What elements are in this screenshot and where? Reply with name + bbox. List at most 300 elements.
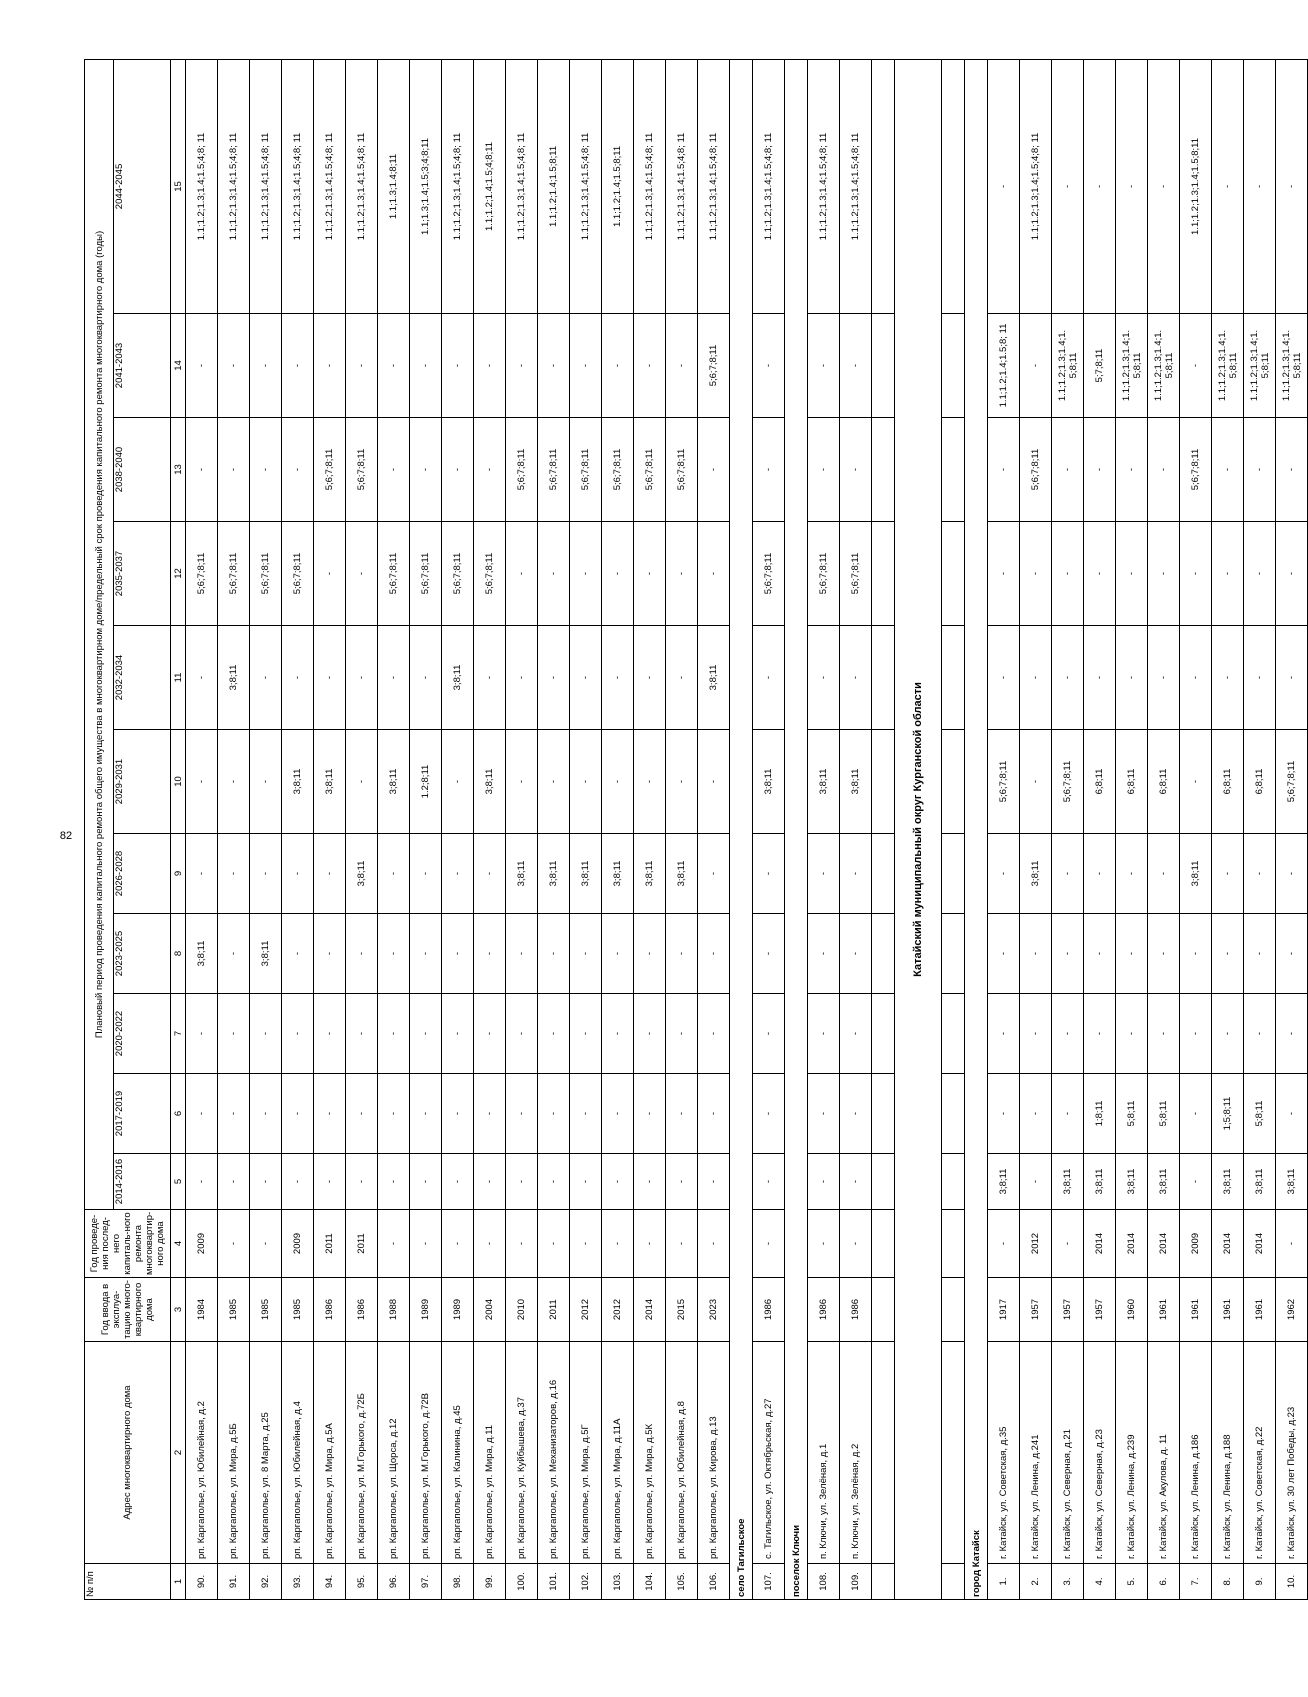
table-cell: 1.1;1.2;1.3;1.4;1.5;4;8; 11 (442, 59, 474, 313)
table-cell: - (808, 1154, 840, 1210)
table-row (1084, 59, 1116, 1599)
table-cell: - (1052, 418, 1084, 522)
table-cell: 2014 (1212, 1210, 1244, 1278)
table-cell: 1.1;1.3;1.4;8;11 (378, 59, 410, 313)
table-row (698, 59, 730, 1599)
table-cell: 5;6;7;8;11 (988, 730, 1020, 834)
table-cell: 2014 (634, 1278, 666, 1342)
table-cell: - (1276, 522, 1308, 626)
address-cell: рп. Каргаполье, ул. Мира, д.11А (602, 1342, 634, 1564)
table-cell: - (506, 314, 538, 418)
table-cell: - (1116, 59, 1148, 313)
table-cell: - (346, 730, 378, 834)
address-cell: г. Катайск, ул. Ленина, д.239 (1116, 1342, 1148, 1564)
header-address: Адрес многоквартирного дома (85, 1342, 171, 1564)
table-cell: - (314, 626, 346, 730)
row-number: 94. (314, 1564, 346, 1600)
table-cell: 2014 (1244, 1210, 1276, 1278)
table-cell: 1917 (988, 1278, 1020, 1342)
table-cell: - (1020, 994, 1052, 1074)
table-cell: 1.1;1.2;1.3;1.4;1. 5;8;11 (1276, 314, 1308, 418)
table-cell: - (282, 914, 314, 994)
empty-cell (942, 522, 965, 626)
table-cell: - (410, 626, 442, 730)
table-cell: - (808, 626, 840, 730)
table-cell: 1957 (1084, 1278, 1116, 1342)
table-cell: 3;8;11 (474, 730, 506, 834)
table-cell: - (282, 1074, 314, 1154)
table-cell: 1.1;1.2;1.3;1.4;1.5;8;11 (1180, 59, 1212, 313)
table-cell: 3;8;11 (1244, 1154, 1276, 1210)
table-row (346, 59, 378, 1599)
table-cell: 5;6;7;8;11 (410, 522, 442, 626)
table-cell: - (378, 994, 410, 1074)
table-cell: 5;6;7;8;11 (474, 522, 506, 626)
table-cell: 3;8;11 (538, 834, 570, 914)
table-cell: - (666, 730, 698, 834)
row-number: 5. (1116, 1564, 1148, 1600)
row-number: 95. (346, 1564, 378, 1600)
row-number: 3. (1052, 1564, 1084, 1600)
table-cell: - (1180, 1154, 1212, 1210)
table-row (1244, 59, 1276, 1599)
address-cell: г. Катайск, ул. Ленина, д.186 (1180, 1342, 1212, 1564)
table-cell: 2011 (538, 1278, 570, 1342)
address-cell: г. Катайск, ул. 30 лет Победы, д.23 (1276, 1342, 1308, 1564)
table-cell: 5;6;7;8;11 (570, 418, 602, 522)
table-cell: 5;6;7;8;11 (808, 522, 840, 626)
table-cell: - (1052, 834, 1084, 914)
header-planned-period: Плановый период проведения капитального ремонта общего имущества в многоквартирном доме/предельный срок проведения капитального ремонта многоквартирного дома (годы) (85, 59, 114, 1209)
table-cell: 2011 (346, 1210, 378, 1278)
empty-cell (872, 1278, 895, 1342)
empty-cell (872, 994, 895, 1074)
row-number: 91. (218, 1564, 250, 1600)
table-cell: 1.1;1.2;1.4;1.5;4;8;11 (474, 59, 506, 313)
table-cell: - (988, 59, 1020, 313)
row-number: 7. (1180, 1564, 1212, 1600)
table-cell: 1.1;1.2;1.3;1.4;1. 5;8;11 (1116, 314, 1148, 418)
table-cell: - (840, 1154, 872, 1210)
empty-cell (872, 1074, 895, 1154)
table-cell: - (570, 994, 602, 1074)
table-cell: 3;8;11 (1212, 1154, 1244, 1210)
table-cell: 5;6;7;8;11 (378, 522, 410, 626)
table-cell: - (1020, 626, 1052, 730)
table-cell: 5;6;7;8;11 (314, 418, 346, 522)
table-cell: - (250, 626, 282, 730)
row-number: 9. (1244, 1564, 1276, 1600)
table-cell: - (1116, 522, 1148, 626)
table-cell: - (1212, 59, 1244, 313)
table-cell: - (1020, 1154, 1052, 1210)
empty-cell (872, 1210, 895, 1278)
table-cell: - (666, 314, 698, 418)
table-cell: - (753, 418, 785, 522)
table-cell: - (1052, 59, 1084, 313)
table-cell: - (1148, 994, 1180, 1074)
table-cell: - (218, 914, 250, 994)
table-body (171, 59, 1308, 1599)
table-row (506, 59, 538, 1599)
table-cell: 1986 (346, 1278, 378, 1342)
blank-row (942, 59, 965, 1599)
table-cell: 3;8;11 (506, 834, 538, 914)
table-cell: - (840, 994, 872, 1074)
district-row (895, 59, 942, 1599)
table-cell: - (1052, 626, 1084, 730)
header-period: 2032-2034 (114, 626, 171, 730)
table-cell: - (1244, 522, 1276, 626)
table-cell: - (988, 994, 1020, 1074)
table-row (666, 59, 698, 1599)
table-cell: - (218, 1210, 250, 1278)
table-cell: - (538, 914, 570, 994)
table-cell: 6;8;11 (1116, 730, 1148, 834)
table-cell: 2014 (1116, 1210, 1148, 1278)
table-cell: 5;7;8;11 (1084, 314, 1116, 418)
table-cell: 2009 (1180, 1210, 1212, 1278)
table-cell: - (570, 626, 602, 730)
table-cell: - (1084, 626, 1116, 730)
column-number: 7 (171, 994, 186, 1074)
empty-cell (872, 834, 895, 914)
table-cell: 2004 (474, 1278, 506, 1342)
table-cell: - (840, 1074, 872, 1154)
table-cell: 1.1;1.2;1.3;1.4;1.5;4;8; 11 (840, 59, 872, 313)
table-cell: 3;8;11 (1180, 834, 1212, 914)
table-cell: - (1020, 730, 1052, 834)
table-cell: - (442, 994, 474, 1074)
empty-cell (872, 626, 895, 730)
row-number: 8. (1212, 1564, 1244, 1600)
table-cell: - (988, 418, 1020, 522)
table-cell: - (1052, 914, 1084, 994)
table-cell: - (1052, 1210, 1084, 1278)
table-cell: - (538, 314, 570, 418)
table-cell: - (378, 914, 410, 994)
table-cell: 3;8;11 (1148, 1154, 1180, 1210)
row-number: 104. (634, 1564, 666, 1600)
table-cell: - (1020, 914, 1052, 994)
address-cell: г. Катайск, ул. Ленина, д.241 (1020, 1342, 1052, 1564)
empty-cell (872, 418, 895, 522)
table-cell: 1.1;1.2;1.4;1.5;8; 11 (988, 314, 1020, 418)
table-cell: - (570, 1074, 602, 1154)
column-number: 1 (171, 1564, 186, 1600)
table-cell: - (410, 914, 442, 994)
table-cell: - (698, 522, 730, 626)
table-cell: - (314, 994, 346, 1074)
table-cell: 3;8;11 (1084, 1154, 1116, 1210)
row-number: 6. (1148, 1564, 1180, 1600)
table-cell: - (698, 914, 730, 994)
table-cell: - (538, 626, 570, 730)
table-cell: - (1052, 994, 1084, 1074)
table-cell: 1961 (1244, 1278, 1276, 1342)
table-cell: 3;8;11 (282, 730, 314, 834)
table-cell: 1.1;1.3;1.4;1.5;3;4;8;11 (410, 59, 442, 313)
table-cell: - (1212, 626, 1244, 730)
table-cell: - (1244, 418, 1276, 522)
table-cell: - (186, 626, 218, 730)
table-row (1052, 59, 1084, 1599)
table-cell: 5;6;7;8;11 (538, 418, 570, 522)
table-cell: 5;6;7;8;11 (442, 522, 474, 626)
table-cell: 5;6;7;8;11 (250, 522, 282, 626)
table-cell: - (250, 730, 282, 834)
table-cell: - (1084, 994, 1116, 1074)
table-cell: - (1180, 914, 1212, 994)
table-cell: - (346, 914, 378, 994)
empty-cell (942, 1342, 965, 1564)
table-cell: - (314, 914, 346, 994)
table-cell: - (602, 626, 634, 730)
empty-cell (942, 1278, 965, 1342)
table-cell: 5;6;7;8;11 (840, 522, 872, 626)
table-row (378, 59, 410, 1599)
table-cell: 5;6;7;8;11 (346, 418, 378, 522)
table-cell: 1984 (186, 1278, 218, 1342)
table-cell: - (250, 1154, 282, 1210)
table-cell: - (666, 1154, 698, 1210)
table-cell: 5;6;7;8;11 (282, 522, 314, 626)
table-row (808, 59, 840, 1599)
table-cell: 5;6;7;8;11 (1020, 418, 1052, 522)
row-number: 1. (988, 1564, 1020, 1600)
table-cell: 1962 (1276, 1278, 1308, 1342)
table-cell: - (378, 1074, 410, 1154)
table-cell: - (442, 1074, 474, 1154)
table-cell: 1.1;1.2;1.3;1.4;1.5;4;8; 11 (753, 59, 785, 313)
table-cell: - (602, 314, 634, 418)
table-cell: - (346, 314, 378, 418)
table-cell: - (570, 914, 602, 994)
table-cell: 3;8;11 (314, 730, 346, 834)
table-cell: 1.1;1.2;1.3;1.4;1.5;4;8; 11 (250, 59, 282, 313)
table-row (1020, 59, 1052, 1599)
table-cell: - (1084, 522, 1116, 626)
column-number: 9 (171, 834, 186, 914)
column-number: 14 (171, 314, 186, 418)
table-cell: - (1180, 730, 1212, 834)
table-cell: 1957 (1020, 1278, 1052, 1342)
table-cell: - (753, 834, 785, 914)
table-cell: 3;8;11 (753, 730, 785, 834)
table-cell: - (506, 522, 538, 626)
table-cell: 6;8;11 (1084, 730, 1116, 834)
header-period: 2044-2045 (114, 59, 171, 313)
table-cell: - (506, 994, 538, 1074)
table-cell: 1961 (1180, 1278, 1212, 1342)
address-cell: рп. Каргаполье, ул. Механизаторов, д.16 (538, 1342, 570, 1564)
address-cell: п. Ключи, ул. Зелёная, д.2 (840, 1342, 872, 1564)
address-cell: г. Катайск, ул. Северная, д.21 (1052, 1342, 1084, 1564)
table-cell: - (634, 1074, 666, 1154)
address-cell: рп. Каргаполье, ул. Юбилейная, д.8 (666, 1342, 698, 1564)
section-row (785, 59, 808, 1599)
table-cell: - (840, 314, 872, 418)
table-row (282, 59, 314, 1599)
table-cell: - (1020, 314, 1052, 418)
empty-cell (942, 1154, 965, 1210)
table-cell: 5;6;7;8;11 (698, 314, 730, 418)
table-cell: - (474, 1154, 506, 1210)
table-cell: 1.1;1.2;1.3;1.4;1.5;4;8; 11 (666, 59, 698, 313)
table-cell: 3;8;11 (1020, 834, 1052, 914)
table-cell: 5;6;7;8;11 (186, 522, 218, 626)
address-cell: рп. Каргаполье, ул. Калинина, д.45 (442, 1342, 474, 1564)
table-cell: 1.1;1.2;1.3;1.4;1.5;4;8; 11 (1020, 59, 1052, 313)
table-cell: - (753, 994, 785, 1074)
address-cell: рп. Каргаполье, ул. Мира, д.11 (474, 1342, 506, 1564)
table-cell: - (218, 1074, 250, 1154)
table-cell: - (474, 1074, 506, 1154)
table-cell: - (1116, 626, 1148, 730)
table-cell: 2012 (1020, 1210, 1052, 1278)
section-row (730, 59, 753, 1599)
table-cell: - (602, 730, 634, 834)
column-numbers-row (171, 59, 186, 1599)
header-period: 2029-2031 (114, 730, 171, 834)
table-cell: - (474, 314, 506, 418)
table-cell: - (1148, 522, 1180, 626)
table-cell: 1986 (808, 1278, 840, 1342)
table-cell: - (988, 1074, 1020, 1154)
table-cell: - (1276, 914, 1308, 994)
table-cell: - (538, 1154, 570, 1210)
table-cell: - (250, 1074, 282, 1154)
table-cell: - (1276, 1074, 1308, 1154)
table-cell: - (1020, 1074, 1052, 1154)
table-cell: 3;8;11 (698, 626, 730, 730)
table-cell: 1.1;1.2;1.4;1.5;8;11 (602, 59, 634, 313)
empty-cell (942, 730, 965, 834)
table-cell: 1;5;8;11 (1212, 1074, 1244, 1154)
table-cell: 1.1;1.2;1.3;1.4;1.5;4;8; 11 (634, 59, 666, 313)
empty-cell (942, 314, 965, 418)
row-number: 97. (410, 1564, 442, 1600)
table-row (634, 59, 666, 1599)
empty-cell (872, 914, 895, 994)
empty-cell (872, 59, 895, 313)
table-row (1180, 59, 1212, 1599)
table-cell: - (840, 1210, 872, 1278)
table-cell: - (1212, 994, 1244, 1074)
header-period: 2026-2028 (114, 834, 171, 914)
table-cell: - (250, 1210, 282, 1278)
row-number: 90. (186, 1564, 218, 1600)
header-year-built: Год ввода в эксплуа-тацию много-квартирного дома (85, 1278, 171, 1342)
table-cell: 1988 (378, 1278, 410, 1342)
empty-cell (942, 834, 965, 914)
table-cell: - (474, 1210, 506, 1278)
table-cell: - (753, 1210, 785, 1278)
table-cell: - (1212, 914, 1244, 994)
table-cell: - (634, 1210, 666, 1278)
table-cell: 2012 (570, 1278, 602, 1342)
column-number: 3 (171, 1278, 186, 1342)
table-cell: - (442, 914, 474, 994)
table-cell: - (1180, 522, 1212, 626)
row-number: 92. (250, 1564, 282, 1600)
table-cell: 3;8;11 (346, 834, 378, 914)
table-cell: 2014 (1084, 1210, 1116, 1278)
table-cell: - (186, 730, 218, 834)
address-cell: рп. Каргаполье, ул. 8 Марта, д.25 (250, 1342, 282, 1564)
table-cell: 3;8;11 (250, 914, 282, 994)
row-number: 93. (282, 1564, 314, 1600)
table-cell: 1;8;11 (1084, 1074, 1116, 1154)
header-period: 2041-2043 (114, 314, 171, 418)
table-cell: - (840, 626, 872, 730)
table-cell: 3;8;11 (840, 730, 872, 834)
table-cell: 1.1;1.2;1.4;1.5;8;11 (538, 59, 570, 313)
header-period: 2038-2040 (114, 418, 171, 522)
table-cell: - (808, 914, 840, 994)
table-cell: - (186, 994, 218, 1074)
table-cell: 1957 (1052, 1278, 1084, 1342)
empty-cell (942, 59, 965, 313)
blank-row (872, 59, 895, 1599)
table-cell: - (474, 994, 506, 1074)
table-cell: - (753, 626, 785, 730)
table-cell: - (186, 314, 218, 418)
table-cell: - (570, 1154, 602, 1210)
table-cell: - (410, 314, 442, 418)
table-cell: - (378, 626, 410, 730)
address-cell: рп. Каргаполье, ул. Мира, д.5К (634, 1342, 666, 1564)
table-row (1212, 59, 1244, 1599)
table-cell: - (378, 314, 410, 418)
table-cell: - (1116, 418, 1148, 522)
table-cell: 5;8;11 (1148, 1074, 1180, 1154)
column-number: 6 (171, 1074, 186, 1154)
row-number: 102. (570, 1564, 602, 1600)
table-cell: - (1276, 418, 1308, 522)
table-cell: - (282, 626, 314, 730)
table-cell: - (602, 1154, 634, 1210)
header-period: 2014-2016 (114, 1154, 171, 1210)
row-number: 105. (666, 1564, 698, 1600)
table-cell: - (474, 914, 506, 994)
table-cell: - (250, 834, 282, 914)
row-number: 109. (840, 1564, 872, 1600)
table-cell: - (474, 626, 506, 730)
address-cell: рп. Каргаполье, ул. Юбилейная, д.4 (282, 1342, 314, 1564)
table-cell: 5;8;11 (1244, 1074, 1276, 1154)
table-cell: - (1276, 1210, 1308, 1278)
table-cell: - (346, 522, 378, 626)
table-cell: - (506, 1154, 538, 1210)
table-cell: - (250, 994, 282, 1074)
table-cell: 3;8;11 (602, 834, 634, 914)
table-cell: - (1212, 522, 1244, 626)
address-cell: рп. Каргаполье, ул. Мира, д.5Б (218, 1342, 250, 1564)
header-period: 2020-2022 (114, 994, 171, 1074)
table-cell: - (346, 994, 378, 1074)
table-cell: 5;6;7;8;11 (506, 418, 538, 522)
table-cell: - (840, 914, 872, 994)
table-cell: 1961 (1148, 1278, 1180, 1342)
table-cell: - (1276, 834, 1308, 914)
table-cell: 5;8;11 (1116, 1074, 1148, 1154)
table-cell: 1961 (1212, 1278, 1244, 1342)
table-cell: - (1244, 914, 1276, 994)
table-cell: - (1148, 626, 1180, 730)
column-number: 8 (171, 914, 186, 994)
address-cell: рп. Каргаполье, ул. М.Горького, д.72Б (346, 1342, 378, 1564)
